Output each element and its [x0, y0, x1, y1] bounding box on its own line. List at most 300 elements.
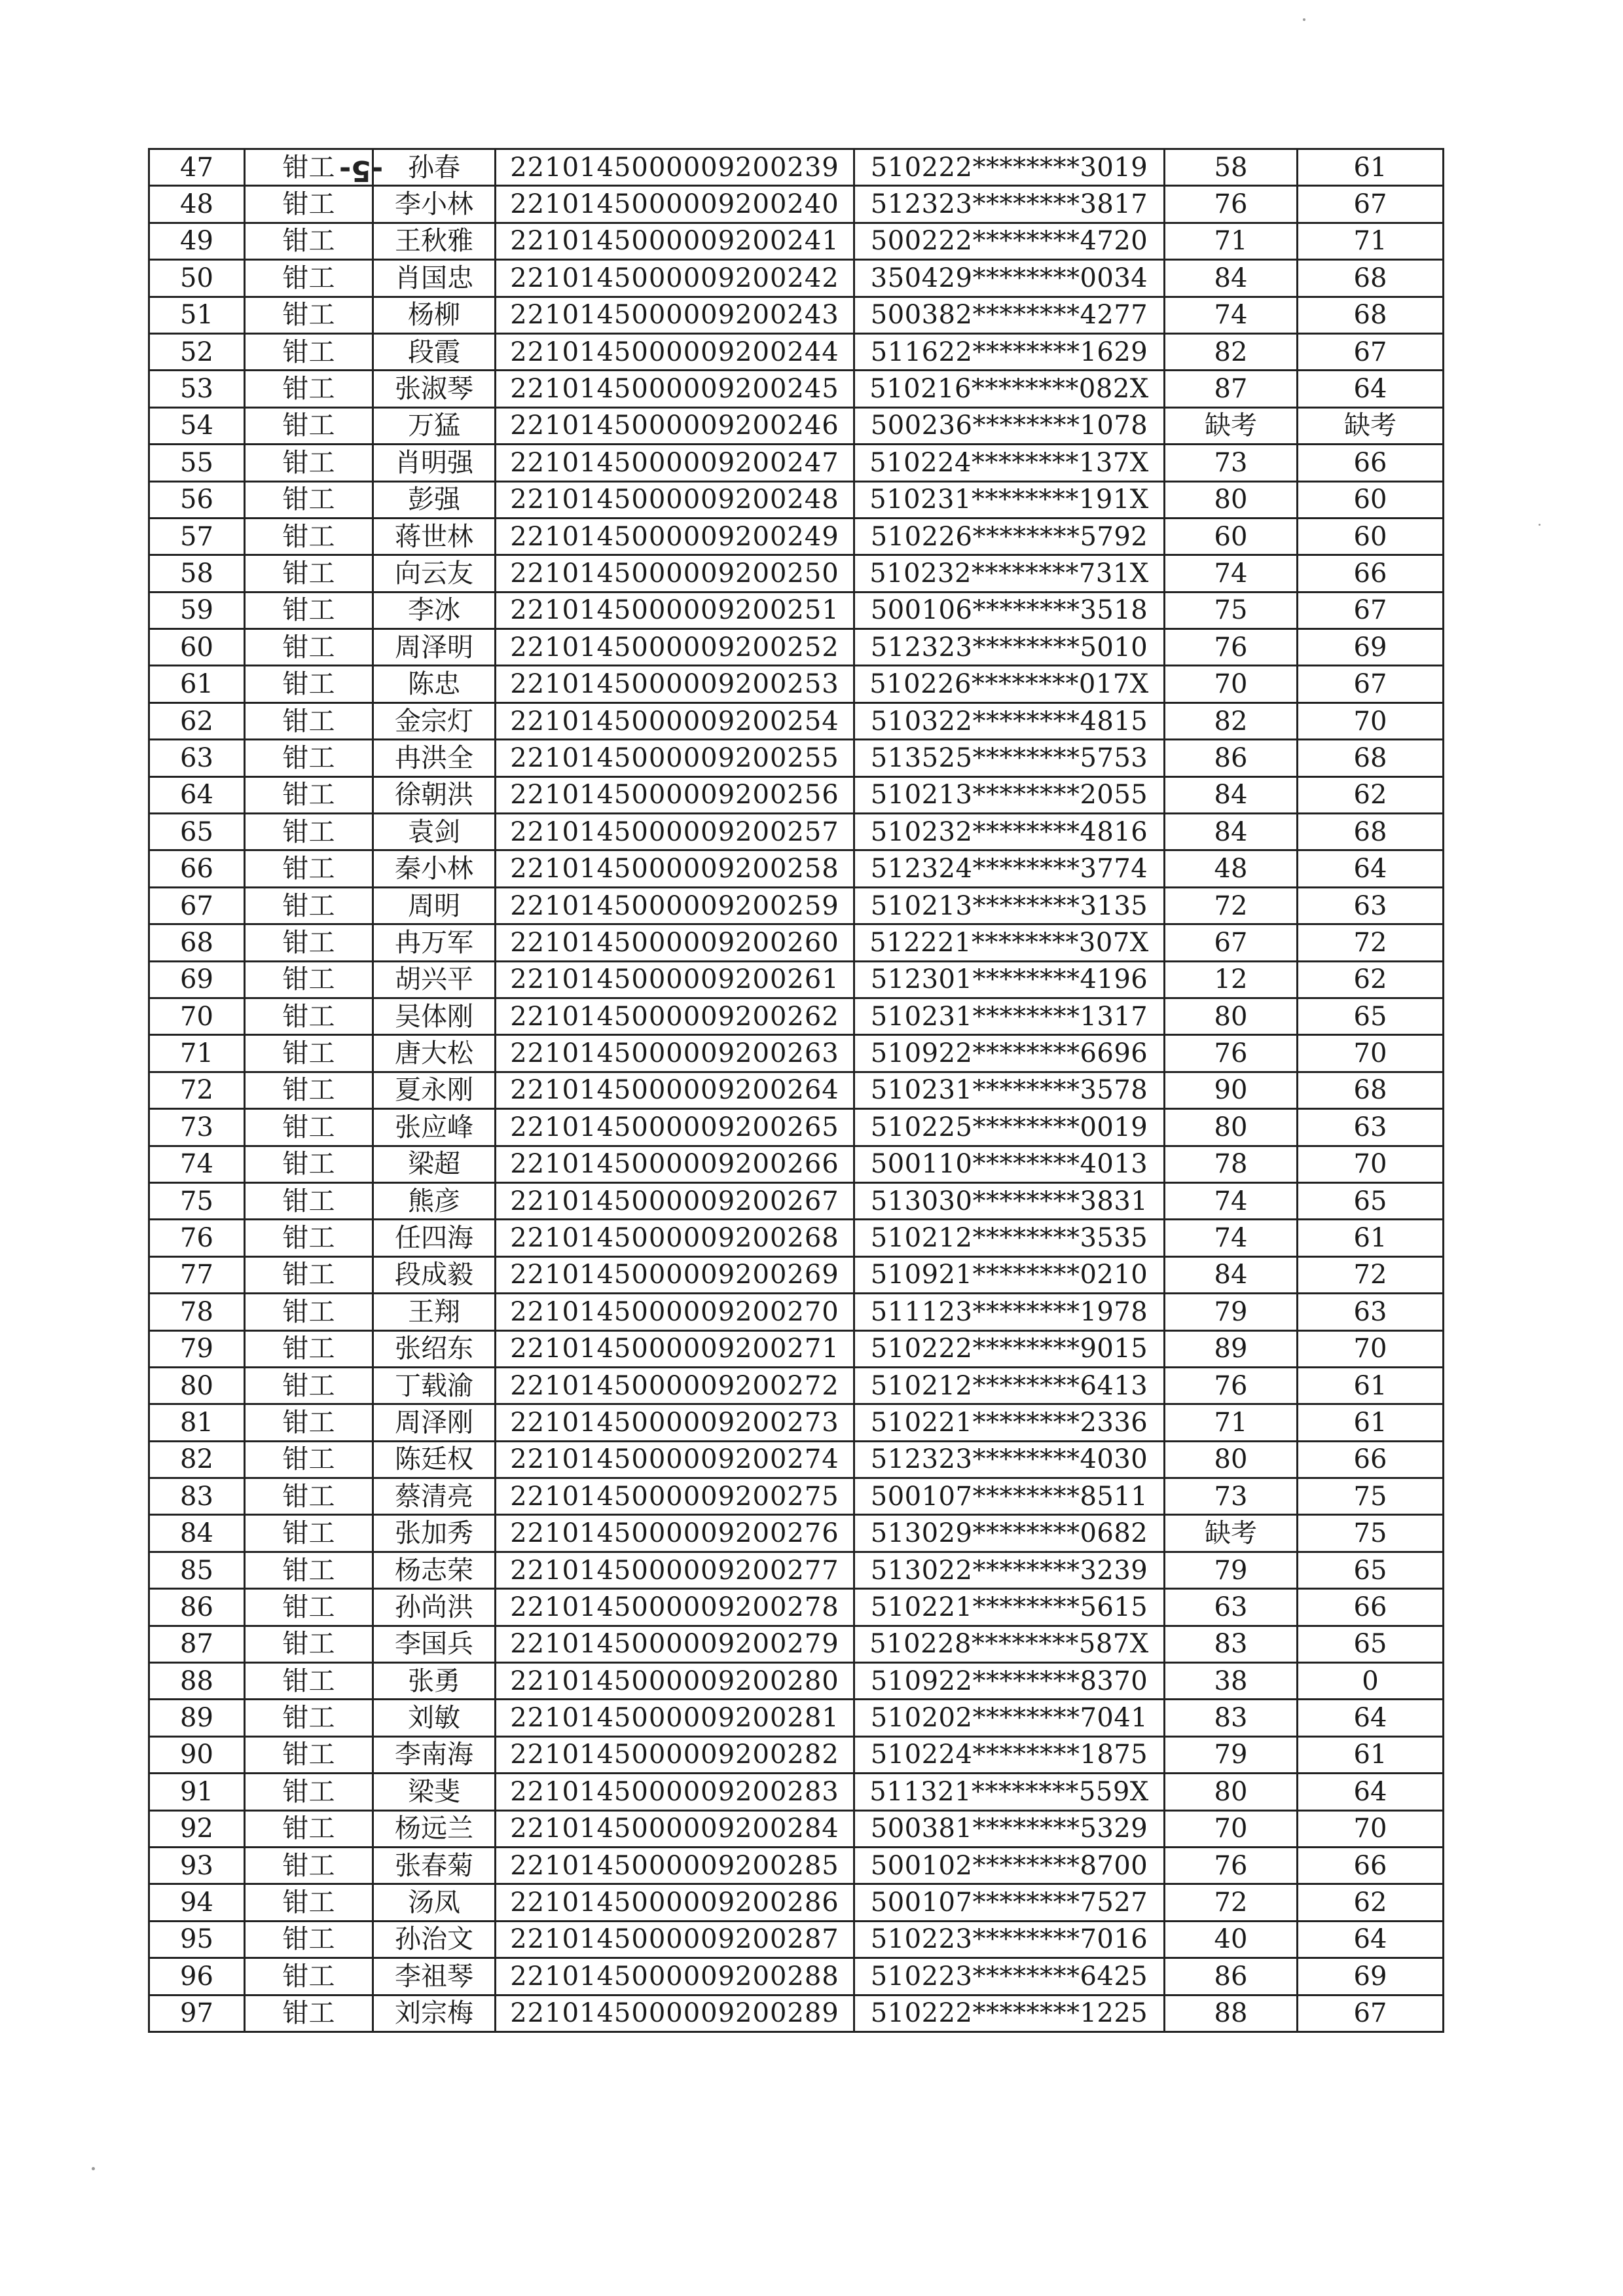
ticket-number-cell: 2210145000009200282 [496, 1736, 854, 1773]
job-type-cell: 钳工 [245, 1330, 373, 1367]
job-type-cell: 钳工 [245, 887, 373, 924]
theory-score-cell: 71 [1165, 223, 1298, 259]
page-number-mark: -5- [339, 154, 384, 187]
row-number-cell: 66 [149, 850, 245, 887]
practical-score-cell: 72 [1298, 1256, 1444, 1293]
name-cell: 周泽明 [373, 629, 496, 666]
row-number-cell: 91 [149, 1774, 245, 1810]
id-number-cell: 510231********191X [854, 481, 1165, 518]
name-cell: 胡兴平 [373, 961, 496, 998]
table-row [149, 776, 1444, 813]
practical-score-cell: 64 [1298, 1921, 1444, 1958]
job-type-cell: 钳工 [245, 223, 373, 259]
practical-score-cell: 70 [1298, 1330, 1444, 1367]
name-cell: 李南海 [373, 1736, 496, 1773]
row-number-cell: 78 [149, 1294, 245, 1330]
practical-score-cell: 67 [1298, 592, 1444, 629]
id-number-cell: 510228********587X [854, 1626, 1165, 1662]
id-number-cell: 510202********7041 [854, 1700, 1165, 1736]
job-type-cell: 钳工 [245, 149, 373, 186]
row-number-cell: 56 [149, 481, 245, 518]
ticket-number-cell: 2210145000009200269 [496, 1256, 854, 1293]
id-number-cell: 510212********3535 [854, 1220, 1165, 1256]
row-number-cell: 82 [149, 1441, 245, 1478]
table-row [149, 887, 1444, 924]
name-cell: 秦小林 [373, 850, 496, 887]
practical-score-cell: 70 [1298, 1810, 1444, 1847]
id-number-cell: 510231********3578 [854, 1072, 1165, 1108]
table-row [149, 1146, 1444, 1182]
ticket-number-cell: 2210145000009200270 [496, 1294, 854, 1330]
practical-score-cell: 65 [1298, 1552, 1444, 1588]
practical-score-cell: 75 [1298, 1478, 1444, 1515]
theory-score-cell: 84 [1165, 260, 1298, 297]
table-row [149, 1921, 1444, 1958]
job-type-cell: 钳工 [245, 850, 373, 887]
name-cell: 夏永刚 [373, 1072, 496, 1108]
theory-score-cell: 88 [1165, 1995, 1298, 2032]
scan-speck [1303, 18, 1305, 21]
table-row [149, 1774, 1444, 1810]
ticket-number-cell: 2210145000009200241 [496, 223, 854, 259]
theory-score-cell: 74 [1165, 1220, 1298, 1256]
theory-score-cell: 82 [1165, 702, 1298, 739]
practical-score-cell: 62 [1298, 776, 1444, 813]
id-number-cell: 500106********3518 [854, 592, 1165, 629]
name-cell: 杨远兰 [373, 1810, 496, 1847]
theory-score-cell: 78 [1165, 1146, 1298, 1182]
ticket-number-cell: 2210145000009200243 [496, 297, 854, 333]
id-number-cell: 510222********3019 [854, 149, 1165, 186]
job-type-cell: 钳工 [245, 186, 373, 223]
id-number-cell: 350429********0034 [854, 260, 1165, 297]
row-number-cell: 86 [149, 1589, 245, 1626]
job-type-cell: 钳工 [245, 1995, 373, 2032]
table-row [149, 998, 1444, 1034]
job-type-cell: 钳工 [245, 1847, 373, 1884]
name-cell: 肖国忠 [373, 260, 496, 297]
practical-score-cell: 64 [1298, 371, 1444, 407]
theory-score-cell: 86 [1165, 1958, 1298, 1995]
row-number-cell: 47 [149, 149, 245, 186]
job-type-cell: 钳工 [245, 740, 373, 776]
table-row [149, 666, 1444, 702]
name-cell: 陈廷权 [373, 1441, 496, 1478]
id-number-cell: 510223********6425 [854, 1958, 1165, 1995]
table-row [149, 1404, 1444, 1441]
practical-score-cell: 63 [1298, 887, 1444, 924]
job-type-cell: 钳工 [245, 1958, 373, 1995]
ticket-number-cell: 2210145000009200274 [496, 1441, 854, 1478]
table-row [149, 333, 1444, 370]
practical-score-cell: 61 [1298, 1404, 1444, 1441]
name-cell: 向云友 [373, 555, 496, 592]
table-row [149, 1220, 1444, 1256]
theory-score-cell: 80 [1165, 481, 1298, 518]
theory-score-cell: 60 [1165, 518, 1298, 555]
job-type-cell: 钳工 [245, 592, 373, 629]
id-number-cell: 510213********3135 [854, 887, 1165, 924]
practical-score-cell: 68 [1298, 260, 1444, 297]
theory-score-cell: 89 [1165, 1330, 1298, 1367]
ticket-number-cell: 2210145000009200285 [496, 1847, 854, 1884]
id-number-cell: 510226********5792 [854, 518, 1165, 555]
practical-score-cell: 66 [1298, 1589, 1444, 1626]
job-type-cell: 钳工 [245, 1146, 373, 1182]
id-number-cell: 510921********0210 [854, 1256, 1165, 1293]
table-row [149, 1884, 1444, 1921]
name-cell: 段霞 [373, 333, 496, 370]
table-row [149, 1367, 1444, 1404]
job-type-cell: 钳工 [245, 1109, 373, 1146]
ticket-number-cell: 2210145000009200255 [496, 740, 854, 776]
ticket-number-cell: 2210145000009200277 [496, 1552, 854, 1588]
practical-score-cell: 71 [1298, 223, 1444, 259]
id-number-cell: 510221********5615 [854, 1589, 1165, 1626]
ticket-number-cell: 2210145000009200265 [496, 1109, 854, 1146]
theory-score-cell: 79 [1165, 1552, 1298, 1588]
theory-score-cell: 87 [1165, 371, 1298, 407]
row-number-cell: 93 [149, 1847, 245, 1884]
row-number-cell: 84 [149, 1515, 245, 1552]
practical-score-cell: 62 [1298, 1884, 1444, 1921]
theory-score-cell: 76 [1165, 1035, 1298, 1072]
practical-score-cell: 61 [1298, 149, 1444, 186]
job-type-cell: 钳工 [245, 481, 373, 518]
name-cell: 吴体刚 [373, 998, 496, 1034]
theory-score-cell: 40 [1165, 1921, 1298, 1958]
practical-score-cell: 67 [1298, 1995, 1444, 2032]
theory-score-cell: 79 [1165, 1736, 1298, 1773]
practical-score-cell: 66 [1298, 445, 1444, 481]
id-number-cell: 510224********137X [854, 445, 1165, 481]
score-table-body [149, 149, 1444, 2032]
practical-score-cell: 63 [1298, 1109, 1444, 1146]
job-type-cell: 钳工 [245, 702, 373, 739]
practical-score-cell: 68 [1298, 814, 1444, 850]
theory-score-cell: 72 [1165, 1884, 1298, 1921]
name-cell: 李冰 [373, 592, 496, 629]
name-cell: 蔡清亮 [373, 1478, 496, 1515]
practical-score-cell: 61 [1298, 1220, 1444, 1256]
ticket-number-cell: 2210145000009200240 [496, 186, 854, 223]
name-cell: 刘宗梅 [373, 1995, 496, 2032]
name-cell: 张勇 [373, 1663, 496, 1700]
practical-score-cell: 60 [1298, 518, 1444, 555]
row-number-cell: 92 [149, 1810, 245, 1847]
name-cell: 张淑琴 [373, 371, 496, 407]
theory-score-cell: 83 [1165, 1700, 1298, 1736]
practical-score-cell: 67 [1298, 666, 1444, 702]
name-cell: 蒋世林 [373, 518, 496, 555]
name-cell: 李国兵 [373, 1626, 496, 1662]
theory-score-cell: 79 [1165, 1294, 1298, 1330]
name-cell: 周泽刚 [373, 1404, 496, 1441]
ticket-number-cell: 2210145000009200250 [496, 555, 854, 592]
ticket-number-cell: 2210145000009200251 [496, 592, 854, 629]
row-number-cell: 50 [149, 260, 245, 297]
table-row [149, 1109, 1444, 1146]
ticket-number-cell: 2210145000009200280 [496, 1663, 854, 1700]
name-cell: 李小林 [373, 186, 496, 223]
row-number-cell: 51 [149, 297, 245, 333]
theory-score-cell: 73 [1165, 445, 1298, 481]
id-number-cell: 513030********3831 [854, 1182, 1165, 1219]
job-type-cell: 钳工 [245, 924, 373, 961]
ticket-number-cell: 2210145000009200259 [496, 887, 854, 924]
job-type-cell: 钳工 [245, 445, 373, 481]
ticket-number-cell: 2210145000009200263 [496, 1035, 854, 1072]
row-number-cell: 88 [149, 1663, 245, 1700]
theory-score-cell: 73 [1165, 1478, 1298, 1515]
theory-score-cell: 48 [1165, 850, 1298, 887]
row-number-cell: 90 [149, 1736, 245, 1773]
name-cell: 周明 [373, 887, 496, 924]
job-type-cell: 钳工 [245, 1552, 373, 1588]
table-row [149, 1072, 1444, 1108]
table-row [149, 740, 1444, 776]
table-row [149, 850, 1444, 887]
id-number-cell: 510322********4815 [854, 702, 1165, 739]
table-row [149, 1847, 1444, 1884]
ticket-number-cell: 2210145000009200244 [496, 333, 854, 370]
practical-score-cell: 62 [1298, 961, 1444, 998]
practical-score-cell: 68 [1298, 1072, 1444, 1108]
name-cell: 徐朝洪 [373, 776, 496, 813]
ticket-number-cell: 2210145000009200279 [496, 1626, 854, 1662]
row-number-cell: 60 [149, 629, 245, 666]
scan-speck [1539, 524, 1541, 526]
id-number-cell: 510222********9015 [854, 1330, 1165, 1367]
row-number-cell: 83 [149, 1478, 245, 1515]
id-number-cell: 512323********5010 [854, 629, 1165, 666]
job-type-cell: 钳工 [245, 629, 373, 666]
table-row [149, 1294, 1444, 1330]
practical-score-cell: 60 [1298, 481, 1444, 518]
ticket-number-cell: 2210145000009200273 [496, 1404, 854, 1441]
ticket-number-cell: 2210145000009200260 [496, 924, 854, 961]
id-number-cell: 510212********6413 [854, 1367, 1165, 1404]
table-row [149, 1256, 1444, 1293]
theory-score-cell: 84 [1165, 776, 1298, 813]
job-type-cell: 钳工 [245, 1700, 373, 1736]
row-number-cell: 55 [149, 445, 245, 481]
table-row [149, 1995, 1444, 2032]
table-row [149, 1330, 1444, 1367]
id-number-cell: 513525********5753 [854, 740, 1165, 776]
ticket-number-cell: 2210145000009200249 [496, 518, 854, 555]
ticket-number-cell: 2210145000009200268 [496, 1220, 854, 1256]
theory-score-cell: 12 [1165, 961, 1298, 998]
table-row [149, 1441, 1444, 1478]
table-row [149, 1589, 1444, 1626]
id-number-cell: 511123********1978 [854, 1294, 1165, 1330]
id-number-cell: 513022********3239 [854, 1552, 1165, 1588]
row-number-cell: 49 [149, 223, 245, 259]
table-row [149, 702, 1444, 739]
row-number-cell: 79 [149, 1330, 245, 1367]
id-number-cell: 500236********1078 [854, 407, 1165, 444]
row-number-cell: 74 [149, 1146, 245, 1182]
job-type-cell: 钳工 [245, 1884, 373, 1921]
id-number-cell: 512323********3817 [854, 186, 1165, 223]
table-row [149, 518, 1444, 555]
theory-score-cell: 71 [1165, 1404, 1298, 1441]
name-cell: 梁超 [373, 1146, 496, 1182]
table-row [149, 1810, 1444, 1847]
id-number-cell: 512323********4030 [854, 1441, 1165, 1478]
name-cell: 王翔 [373, 1294, 496, 1330]
row-number-cell: 52 [149, 333, 245, 370]
ticket-number-cell: 2210145000009200267 [496, 1182, 854, 1219]
name-cell: 唐大松 [373, 1035, 496, 1072]
job-type-cell: 钳工 [245, 518, 373, 555]
practical-score-cell: 64 [1298, 1700, 1444, 1736]
name-cell: 彭强 [373, 481, 496, 518]
table-row [149, 297, 1444, 333]
name-cell: 袁剑 [373, 814, 496, 850]
job-type-cell: 钳工 [245, 1921, 373, 1958]
row-number-cell: 75 [149, 1182, 245, 1219]
theory-score-cell: 83 [1165, 1626, 1298, 1662]
table-row [149, 223, 1444, 259]
job-type-cell: 钳工 [245, 1441, 373, 1478]
practical-score-cell: 69 [1298, 1958, 1444, 1995]
table-row [149, 1478, 1444, 1515]
table-row [149, 1700, 1444, 1736]
table-row [149, 592, 1444, 629]
practical-score-cell: 64 [1298, 1774, 1444, 1810]
ticket-number-cell: 2210145000009200276 [496, 1515, 854, 1552]
job-type-cell: 钳工 [245, 1774, 373, 1810]
table-row [149, 1958, 1444, 1995]
practical-score-cell: 67 [1298, 186, 1444, 223]
row-number-cell: 53 [149, 371, 245, 407]
ticket-number-cell: 2210145000009200264 [496, 1072, 854, 1108]
id-number-cell: 512301********4196 [854, 961, 1165, 998]
ticket-number-cell: 2210145000009200262 [496, 998, 854, 1034]
row-number-cell: 67 [149, 887, 245, 924]
theory-score-cell: 74 [1165, 297, 1298, 333]
row-number-cell: 59 [149, 592, 245, 629]
id-number-cell: 510922********6696 [854, 1035, 1165, 1072]
name-cell: 熊彦 [373, 1182, 496, 1219]
name-cell: 张春菊 [373, 1847, 496, 1884]
row-number-cell: 71 [149, 1035, 245, 1072]
job-type-cell: 钳工 [245, 297, 373, 333]
job-type-cell: 钳工 [245, 1589, 373, 1626]
practical-score-cell: 75 [1298, 1515, 1444, 1552]
table-row [149, 555, 1444, 592]
table-row [149, 629, 1444, 666]
row-number-cell: 70 [149, 998, 245, 1034]
table-row [149, 924, 1444, 961]
job-type-cell: 钳工 [245, 1515, 373, 1552]
job-type-cell: 钳工 [245, 1035, 373, 1072]
row-number-cell: 97 [149, 1995, 245, 2032]
name-cell: 王秋雅 [373, 223, 496, 259]
table-row [149, 1182, 1444, 1219]
practical-score-cell: 68 [1298, 740, 1444, 776]
practical-score-cell: 70 [1298, 1035, 1444, 1072]
practical-score-cell: 70 [1298, 702, 1444, 739]
job-type-cell: 钳工 [245, 1626, 373, 1662]
ticket-number-cell: 2210145000009200287 [496, 1921, 854, 1958]
name-cell: 孙尚洪 [373, 1589, 496, 1626]
id-number-cell: 510221********2336 [854, 1404, 1165, 1441]
theory-score-cell: 76 [1165, 1367, 1298, 1404]
id-number-cell: 510226********017X [854, 666, 1165, 702]
theory-score-cell: 76 [1165, 1847, 1298, 1884]
theory-score-cell: 38 [1165, 1663, 1298, 1700]
ticket-number-cell: 2210145000009200253 [496, 666, 854, 702]
name-cell: 孙春 [373, 149, 496, 186]
practical-score-cell: 65 [1298, 1182, 1444, 1219]
row-number-cell: 64 [149, 776, 245, 813]
table-row [149, 1552, 1444, 1588]
row-number-cell: 69 [149, 961, 245, 998]
theory-score-cell: 82 [1165, 333, 1298, 370]
job-type-cell: 钳工 [245, 371, 373, 407]
row-number-cell: 89 [149, 1700, 245, 1736]
row-number-cell: 54 [149, 407, 245, 444]
name-cell: 梁斐 [373, 1774, 496, 1810]
practical-score-cell: 0 [1298, 1663, 1444, 1700]
id-number-cell: 500102********8700 [854, 1847, 1165, 1884]
ticket-number-cell: 2210145000009200272 [496, 1367, 854, 1404]
theory-score-cell: 80 [1165, 998, 1298, 1034]
theory-score-cell: 80 [1165, 1441, 1298, 1478]
ticket-number-cell: 2210145000009200247 [496, 445, 854, 481]
id-number-cell: 510224********1875 [854, 1736, 1165, 1773]
table-row [149, 961, 1444, 998]
ticket-number-cell: 2210145000009200245 [496, 371, 854, 407]
row-number-cell: 81 [149, 1404, 245, 1441]
theory-score-cell: 84 [1165, 1256, 1298, 1293]
job-type-cell: 钳工 [245, 1663, 373, 1700]
row-number-cell: 61 [149, 666, 245, 702]
ticket-number-cell: 2210145000009200278 [496, 1589, 854, 1626]
practical-score-cell: 66 [1298, 555, 1444, 592]
name-cell: 汤凤 [373, 1884, 496, 1921]
id-number-cell: 500107********7527 [854, 1884, 1165, 1921]
practical-score-cell: 缺考 [1298, 407, 1444, 444]
table-row [149, 371, 1444, 407]
job-type-cell: 钳工 [245, 1367, 373, 1404]
theory-score-cell: 缺考 [1165, 407, 1298, 444]
practical-score-cell: 67 [1298, 333, 1444, 370]
ticket-number-cell: 2210145000009200248 [496, 481, 854, 518]
theory-score-cell: 74 [1165, 1182, 1298, 1219]
row-number-cell: 76 [149, 1220, 245, 1256]
practical-score-cell: 66 [1298, 1441, 1444, 1478]
theory-score-cell: 58 [1165, 149, 1298, 186]
job-type-cell: 钳工 [245, 961, 373, 998]
table-row [149, 407, 1444, 444]
row-number-cell: 73 [149, 1109, 245, 1146]
name-cell: 段成毅 [373, 1256, 496, 1293]
practical-score-cell: 64 [1298, 850, 1444, 887]
ticket-number-cell: 2210145000009200242 [496, 260, 854, 297]
practical-score-cell: 65 [1298, 1626, 1444, 1662]
ticket-number-cell: 2210145000009200256 [496, 776, 854, 813]
theory-score-cell: 63 [1165, 1589, 1298, 1626]
table-row [149, 260, 1444, 297]
table-row [149, 814, 1444, 850]
theory-score-cell: 80 [1165, 1109, 1298, 1146]
practical-score-cell: 66 [1298, 1847, 1444, 1884]
name-cell: 李祖琴 [373, 1958, 496, 1995]
